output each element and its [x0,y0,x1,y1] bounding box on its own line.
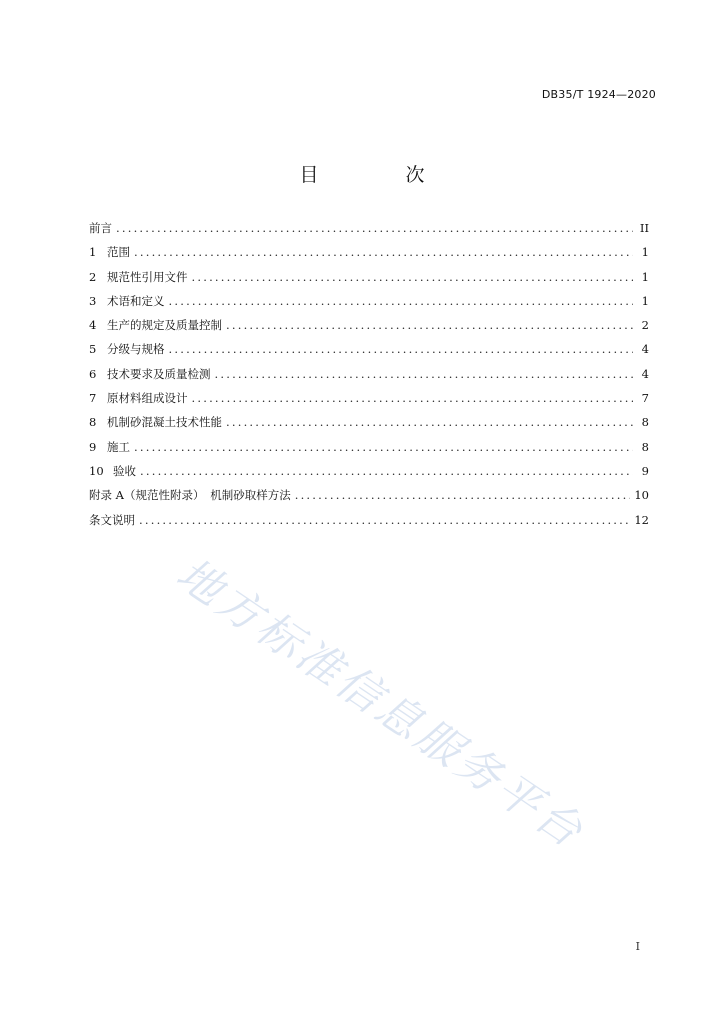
toc-leader-dots [140,459,633,483]
toc-entry-page: 1 [641,245,649,260]
toc-entry-label: 原材料组成设计 [107,391,188,406]
toc-entry-label: 条文说明 [89,512,135,527]
toc-entry-label: 附录 A（规范性附录） 机制砂取样方法 [89,488,291,503]
toc-entry-mix-design[interactable] [89,386,649,410]
toc-title: 目 次 [299,164,459,186]
document-code: DB35/T 1924—2020 [541,88,656,101]
toc-entry-acceptance[interactable] [89,459,649,483]
toc-leader-dots [192,386,634,410]
toc-entry-label: 范围 [107,245,130,260]
toc-leader-dots [169,337,634,361]
toc-leader-dots [134,435,633,459]
toc-entry-page: 2 [641,318,649,333]
toc-entry-requirements[interactable] [89,362,649,386]
toc-entry-page: 4 [641,342,649,357]
toc-leader-dots [169,289,634,313]
toc-leader-dots [226,410,633,434]
toc-leader-dots [192,265,634,289]
toc-entry-label: 规范性引用文件 [107,269,188,284]
toc-entry-number: 2 [89,269,97,284]
toc-entry-number: 9 [89,439,97,454]
toc-entry-page: 10 [634,488,649,503]
toc-leader-dots [295,483,631,507]
toc-entry-page: 8 [641,415,649,430]
toc-entry-scope[interactable] [89,240,649,264]
toc-entry-page: II [639,221,649,235]
toc-leader-dots [215,362,634,386]
toc-entry-label: 分级与规格 [107,342,165,357]
toc-entry-page: 1 [641,293,649,308]
toc-entry-explanation[interactable] [89,508,649,532]
toc-entry-page: 12 [634,512,649,527]
toc-entry-page: 9 [641,463,649,478]
toc-entry-number: 5 [89,342,97,357]
toc-entry-label: 前言 [89,221,112,235]
toc-entry-production[interactable] [89,313,649,337]
toc-entry-number: 8 [89,415,97,430]
page-number: I [635,940,640,953]
toc-entry-number: 3 [89,293,97,308]
toc-entry-normative-references[interactable] [89,265,649,289]
toc-entry-number: 7 [89,391,97,406]
toc-leader-dots [226,313,633,337]
toc-entry-appendix-a[interactable] [89,483,649,507]
toc-entry-page: 8 [641,439,649,454]
toc-entry-page: 7 [641,391,649,406]
toc-entry-terms[interactable] [89,289,649,313]
toc-entry-classification[interactable] [89,337,649,361]
toc-leader-dots [134,240,633,264]
toc-entry-label: 机制砂混凝土技术性能 [107,415,222,430]
toc-entry-foreword[interactable] [89,216,649,240]
toc-entry-number: 1 [89,245,97,260]
toc-leader-dots [116,216,633,240]
toc-entry-label: 术语和定义 [107,293,165,308]
toc-entry-page: 1 [641,269,649,284]
table-of-contents [89,216,649,532]
toc-entry-label: 施工 [107,439,130,454]
toc-leader-dots [139,508,630,532]
toc-entry-label: 生产的规定及质量控制 [107,318,222,333]
toc-entry-construction[interactable] [89,435,649,459]
watermark: 地方标准信息服务平台 [167,548,594,860]
toc-entry-number: 6 [89,366,97,381]
toc-entry-label: 验收 [113,463,136,478]
toc-entry-number: 4 [89,318,97,333]
toc-entry-label: 技术要求及质量检测 [107,366,211,381]
toc-entry-number: 10 [89,463,104,478]
toc-entry-performance[interactable] [89,410,649,434]
toc-entry-page: 4 [641,366,649,381]
